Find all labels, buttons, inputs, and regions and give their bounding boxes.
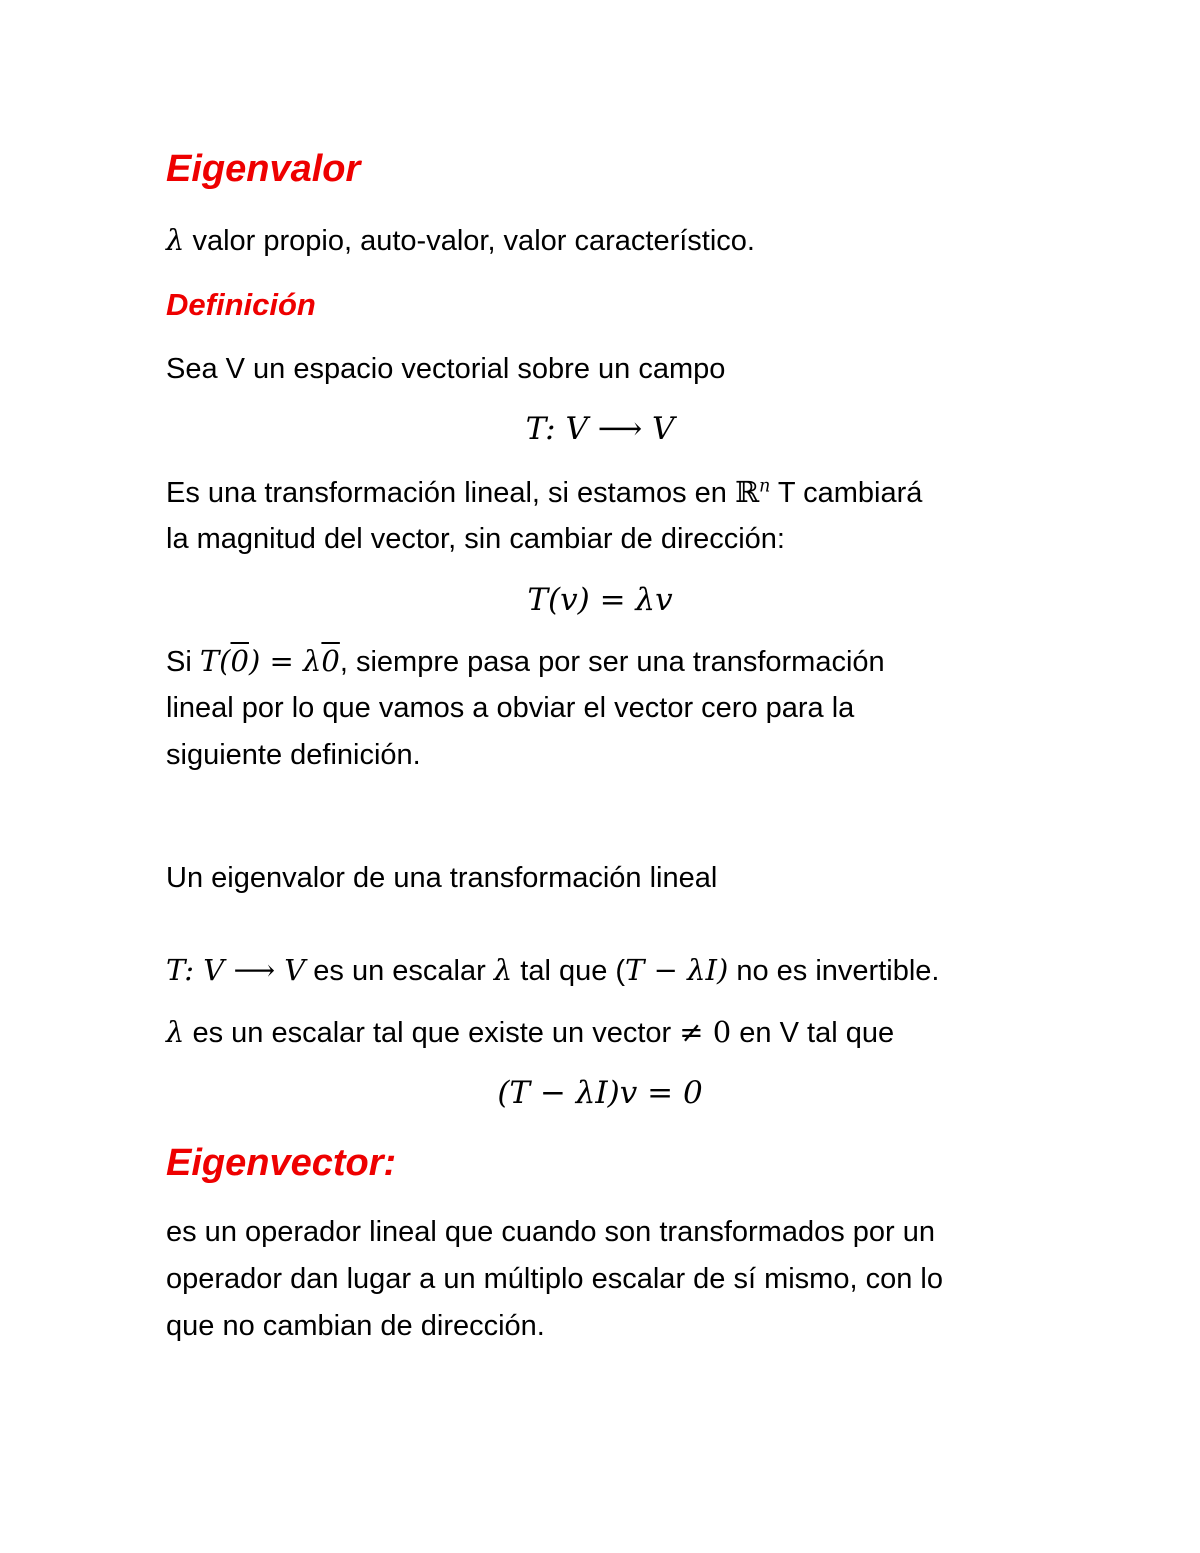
tv-equation: T(v) = λv [527, 582, 673, 618]
siguiente-line: siguiente definición. [166, 739, 421, 771]
lambda2-mid: es un escalar tal que existe un vector [184, 1017, 680, 1049]
lambda-synonyms-text: valor propio, auto-valor, valor característico. [184, 225, 755, 257]
lambda-inline: λ [493, 953, 513, 987]
eigvec-line-2: operador dan lugar a un múltiplo escalar de sí mismo, con lo [166, 1263, 943, 1295]
si-prefix: Si [166, 646, 200, 678]
si-rest: , siempre pasa por ser una transformación [339, 646, 885, 678]
lambda2-end: en V tal que [731, 1017, 895, 1049]
lambda-inline-2: λ [166, 1015, 185, 1049]
un-eigenvalor-line: Un eigenvalor de una transformación lineal [166, 862, 718, 894]
map-equation: T: V ⟶ V [525, 411, 675, 447]
t-minus-lambda: T − λI) [625, 953, 729, 987]
t0-part1: T( [199, 644, 231, 678]
neq-zero: ≠ 0 [679, 1015, 732, 1049]
lineal-line: lineal por lo que vamos a obviar el vector cero para la [166, 692, 855, 724]
reals-symbol: ℝ [735, 475, 760, 509]
es-una-line [166, 475, 923, 509]
t-line-mid2: tal que ( [512, 955, 626, 987]
es-una-text-1: Es una transformación lineal, si estamos en [166, 477, 735, 509]
t-line-mid: es un escalar [305, 955, 494, 987]
t-line-end: no es invertible. [728, 955, 940, 987]
zero-vector-2: 0 [321, 644, 340, 678]
t-escalar-line [166, 953, 940, 987]
t0-part2: ) = λ [248, 644, 322, 678]
eigvec-line-3: que no cambian de dirección. [166, 1310, 545, 1342]
eigvec-line-1: es un operador lineal que cuando son transformados por un [166, 1216, 936, 1248]
definicion-heading: Definición [166, 287, 316, 322]
lambda-symbol: λ [166, 223, 185, 257]
eigenvector-heading: Eigenvector: [166, 1142, 397, 1184]
lambda-escalar-line [166, 1015, 895, 1049]
es-una-text-2: T cambiará [770, 477, 923, 509]
sea-line: Sea V un espacio vectorial sobre un campo [166, 353, 726, 385]
magnitud-line: la magnitud del vector, sin cambiar de dirección: [166, 523, 785, 555]
zero-vector: 0 [230, 644, 249, 678]
lambda-synonyms-line [166, 223, 755, 257]
eigenvalor-heading: Eigenvalor [166, 148, 361, 190]
reals-exponent: n [759, 476, 771, 497]
si-line [166, 644, 885, 678]
final-equation: (T − λI)v = 0 [497, 1075, 703, 1111]
inline-map: T: V ⟶ V [166, 953, 306, 987]
